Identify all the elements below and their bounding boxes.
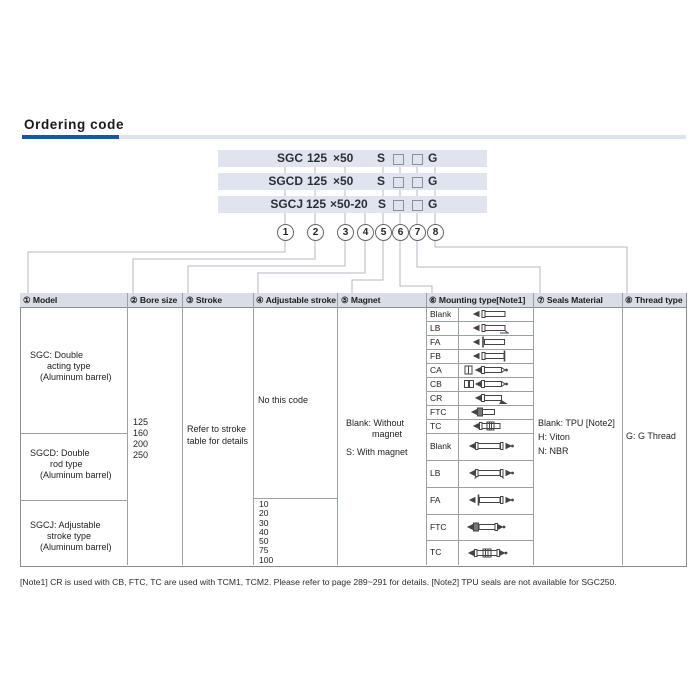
model-sgcd-line2: rod type xyxy=(50,459,83,469)
placeholder-box-icon xyxy=(412,154,423,165)
adjustable-value: 20 xyxy=(259,508,269,519)
mounting-row-divider xyxy=(426,460,533,461)
footnote: [Note1] CR is used with CB, FTC, TC are used with TCM1, TCM2. Please refer to page 289~291 for details. [Note2] TPU seals are not available for SGC250. xyxy=(20,577,617,587)
mounting-row-divider xyxy=(426,540,533,541)
code-stroke: ×50 xyxy=(333,151,354,165)
col-divider xyxy=(127,293,128,565)
header-thread-type: ⑧ Thread type xyxy=(625,295,683,305)
magnet-option-s: S: With magnet xyxy=(346,447,408,457)
mounting-code: FB xyxy=(430,351,441,361)
col-divider xyxy=(426,293,427,565)
bore-size-value: 250 xyxy=(133,450,149,460)
model-sgcj-line2: stroke type xyxy=(47,531,92,541)
code-magnet: S xyxy=(378,197,387,211)
model-sgcj-line3: (Aluminum barrel) xyxy=(40,542,112,552)
model-sgcd-line1: SGCD: Double xyxy=(30,448,90,458)
position-circle-1: 1 xyxy=(277,224,294,241)
mounting-code: TC xyxy=(430,421,442,431)
mounting-code: FA xyxy=(430,495,441,505)
adjustable-none: No this code xyxy=(258,395,309,405)
adjustable-value: 30 xyxy=(259,517,269,528)
header-stroke: ③ Stroke xyxy=(186,295,223,305)
header-adjustable-stroke: ④ Adjustable stroke xyxy=(256,295,336,305)
mounting-code: Blank xyxy=(430,441,452,451)
col-divider xyxy=(337,293,338,565)
position-circle-5: 5 xyxy=(375,224,392,241)
position-circle-8: 8 xyxy=(427,224,444,241)
position-circle-2: 2 xyxy=(307,224,324,241)
mounting-code: FTC xyxy=(430,522,447,532)
header-divider xyxy=(20,307,686,308)
code-bore: 125 xyxy=(307,151,328,165)
code-model: SGCD xyxy=(268,174,303,188)
position-circle-7: 7 xyxy=(409,224,426,241)
adjustable-values xyxy=(259,500,273,565)
placeholder-box-icon xyxy=(393,200,404,211)
mounting-subcol-divider xyxy=(458,307,459,565)
mounting-row-divider xyxy=(426,363,533,364)
mounting-row-divider xyxy=(426,335,533,336)
placeholder-box-icon xyxy=(393,154,404,165)
code-thread: G xyxy=(428,197,438,211)
model-sgc-line3: (Aluminum barrel) xyxy=(40,372,112,382)
stroke-note xyxy=(187,424,248,447)
mounting-row-divider xyxy=(426,349,533,350)
position-circle-4: 4 xyxy=(357,224,374,241)
model-sgcd-line3: (Aluminum barrel) xyxy=(40,470,112,480)
table-border xyxy=(20,293,687,567)
mounting-code: FA xyxy=(430,337,441,347)
mounting-code: LB xyxy=(430,468,441,478)
code-magnet: S xyxy=(377,151,386,165)
model-sgc-line1: SGC: Double xyxy=(30,350,84,360)
header-seals-material: ⑦ Seals Material xyxy=(537,295,603,305)
adjustable-value: 75 xyxy=(259,545,269,556)
page-title: Ordering code xyxy=(24,117,125,132)
mounting-code: CR xyxy=(430,393,443,403)
mounting-row-divider xyxy=(426,487,533,488)
adjustable-value: 10 xyxy=(259,499,269,509)
position-circle-6: 6 xyxy=(392,224,409,241)
col-divider xyxy=(182,293,183,565)
magnet-option-blank: Blank: Without xyxy=(346,418,405,428)
stroke-note-line2: table for details xyxy=(187,435,249,446)
mounting-row-divider xyxy=(426,377,533,378)
code-thread: G xyxy=(428,174,438,188)
bore-size-value: 125 xyxy=(133,417,149,427)
code-stroke: ×50-20 xyxy=(330,197,368,211)
bore-size-value: 200 xyxy=(133,439,149,449)
adjustable-value: 40 xyxy=(259,526,269,537)
seals-option-viton: H: Viton xyxy=(538,432,570,442)
adjustable-value: 100 xyxy=(259,554,274,565)
mounting-row-divider xyxy=(426,419,533,420)
model-sgc-line2: acting type xyxy=(47,361,91,371)
mounting-row-divider xyxy=(426,321,533,322)
seals-option-nbr: N: NBR xyxy=(538,446,569,456)
code-thread: G xyxy=(428,151,438,165)
placeholder-box-icon xyxy=(412,200,423,211)
mounting-code: LB xyxy=(430,323,441,333)
model-sgcj-line1: SGCJ: Adjustable xyxy=(30,520,101,530)
stroke-note-line1: Refer to stroke xyxy=(187,424,247,434)
position-circle-3: 3 xyxy=(337,224,354,241)
bore-size-value: 160 xyxy=(133,428,149,438)
code-stroke: ×50 xyxy=(333,174,354,188)
placeholder-box-icon xyxy=(393,177,404,188)
model-row-divider xyxy=(20,433,127,434)
adjustable-value: 50 xyxy=(259,536,269,547)
mounting-code: Blank xyxy=(430,309,452,319)
header-mounting-type: ⑥ Mounting type[Note1] xyxy=(429,295,526,305)
code-bore: 125 xyxy=(306,197,327,211)
header-model: ① Model xyxy=(23,295,58,305)
placeholder-box-icon xyxy=(412,177,423,188)
bore-size-list xyxy=(133,417,148,461)
seals-option-tpu: Blank: TPU [Note2] xyxy=(538,418,615,428)
col-divider xyxy=(622,293,623,565)
code-bore: 125 xyxy=(307,174,328,188)
header-bore-size: ② Bore size xyxy=(130,295,178,305)
mounting-code: CB xyxy=(430,379,442,389)
mounting-code: CA xyxy=(430,365,442,375)
code-magnet: S xyxy=(377,174,386,188)
col-divider xyxy=(533,293,534,565)
code-model: SGC xyxy=(276,151,303,165)
model-row-divider xyxy=(20,500,127,501)
col-divider xyxy=(253,293,254,565)
mounting-code: TC xyxy=(430,547,442,557)
thread-option-g: G: G Thread xyxy=(626,431,676,441)
code-model: SGCJ xyxy=(270,197,303,211)
mounting-code: FTC xyxy=(430,407,447,417)
magnet-option-blank-cont: magnet xyxy=(372,429,403,439)
header-magnet: ⑤ Magnet xyxy=(341,295,381,305)
